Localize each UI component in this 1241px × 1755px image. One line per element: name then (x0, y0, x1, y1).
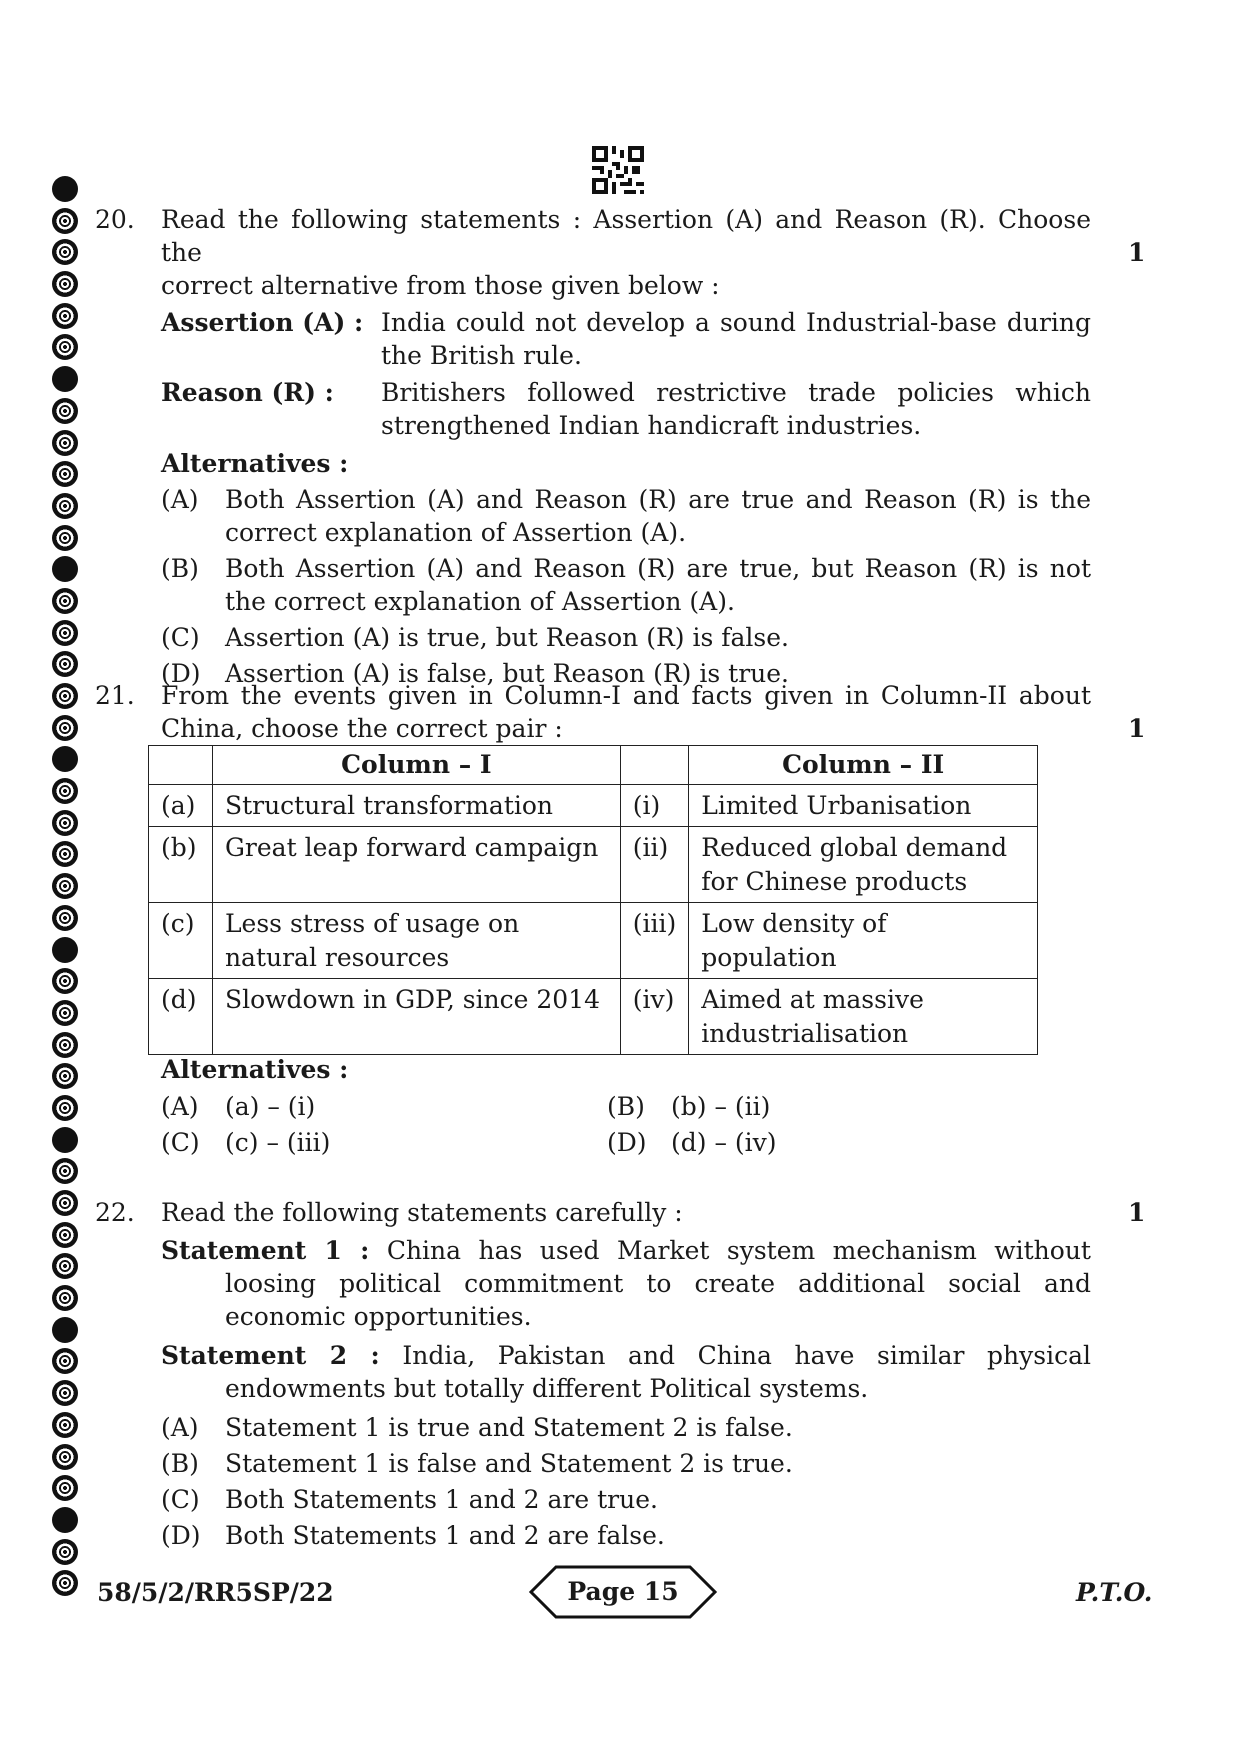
margin-ring-icon (52, 1190, 78, 1216)
statement-1-text: China has used Market system mechanism without loosing political commitment to create additional social and economic opportunities. (225, 1236, 1091, 1331)
option-label: (D) (161, 659, 201, 688)
margin-ring-icon (52, 1063, 78, 1089)
margin-ring-icon (52, 1095, 78, 1121)
table-row (149, 827, 1038, 903)
column-2-cell: Low density of population (689, 903, 1038, 979)
row-label: (ii) (620, 827, 689, 903)
option-label: (B) (607, 1092, 645, 1121)
margin-ring-icon (52, 1000, 78, 1026)
question-number: 22. (95, 1198, 135, 1227)
reason-row (161, 376, 1091, 442)
table-header-blank (620, 746, 689, 785)
column-1-cell: Less stress of usage on natural resources (212, 903, 620, 979)
question-21-alternatives (161, 1053, 1091, 1159)
alternatives-heading: Alternatives : (161, 449, 349, 478)
margin-ring-icon (52, 1539, 78, 1565)
margin-ring-icon (52, 556, 78, 582)
column-1-cell: Structural transformation (212, 785, 620, 827)
margin-ring-icon (52, 1570, 78, 1596)
option-a[interactable] (161, 1090, 607, 1123)
option-text: Statement 1 is false and Statement 2 is true. (225, 1449, 793, 1478)
alternatives-grid (161, 1090, 1091, 1159)
marks-q22: 1 (1128, 1198, 1146, 1227)
option-text: Both Assertion (A) and Reason (R) are true, but Reason (R) is not the correct explanation of Assertion (A). (225, 554, 1091, 616)
reason-label: Reason (R) : (161, 378, 334, 407)
row-label: (iii) (620, 903, 689, 979)
margin-ring-icon (52, 1444, 78, 1470)
margin-ring-icon (52, 271, 78, 297)
option-text: (d) – (iv) (671, 1128, 777, 1157)
statement-2-label: Statement 2 : (161, 1341, 380, 1370)
margin-ring-icon (52, 1158, 78, 1184)
margin-ring-icon (52, 1317, 78, 1343)
option-label: (D) (607, 1128, 647, 1157)
margin-ring-icon (52, 430, 78, 456)
row-label: (c) (149, 903, 213, 979)
option-c[interactable] (161, 1483, 1091, 1516)
margin-ring-icon (52, 1032, 78, 1058)
question-number: 20. (95, 205, 135, 234)
option-label: (C) (161, 1485, 200, 1514)
option-b[interactable] (607, 1090, 1007, 1123)
page-number: Page 15 (567, 1577, 679, 1606)
option-label: (A) (161, 1413, 199, 1442)
column-2-header: Column – II (689, 746, 1038, 785)
margin-ring-icon (52, 1222, 78, 1248)
margin-ring-icon (52, 176, 78, 202)
table-header-blank (149, 746, 213, 785)
row-label: (iv) (620, 979, 689, 1055)
option-text: (b) – (ii) (671, 1092, 771, 1121)
option-text: Both Assertion (A) and Reason (R) are true and Reason (R) is the correct explanation of Assertion (A). (225, 485, 1091, 547)
page-number-badge (528, 1564, 718, 1620)
question-stem: Read the following statements carefully : (161, 1198, 683, 1227)
row-label: (b) (149, 827, 213, 903)
question-stem-line-1: Read the following statements : Assertion (A) and Reason (R). Choose the (161, 205, 1091, 267)
column-1-header: Column – I (212, 746, 620, 785)
margin-ring-icon (52, 1475, 78, 1501)
assertion-row (161, 306, 1091, 372)
option-b[interactable] (161, 1447, 1091, 1480)
question-21 (95, 679, 1091, 745)
margin-ring-icon (52, 461, 78, 487)
margin-ring-icon (52, 620, 78, 646)
margin-ring-icon (52, 366, 78, 392)
margin-ring-icon (52, 334, 78, 360)
option-d[interactable] (161, 1519, 1091, 1552)
margin-ring-icon (52, 239, 78, 265)
margin-ring-icon (52, 873, 78, 899)
column-1-cell: Great leap forward campaign (212, 827, 620, 903)
question-22 (95, 1196, 1091, 1552)
margin-ring-icon (52, 1412, 78, 1438)
margin-ring-icon (52, 651, 78, 677)
option-text: (a) – (i) (225, 1092, 316, 1121)
option-label: (C) (161, 1128, 200, 1157)
option-label: (B) (161, 1449, 199, 1478)
margin-ring-icon (52, 1253, 78, 1279)
margin-ring-icon (52, 746, 78, 772)
paper-code: 58/5/2/RR5SP/22 (97, 1578, 334, 1607)
pto-label: P.T.O. (1076, 1578, 1153, 1607)
margin-ring-icon (52, 1507, 78, 1533)
row-label: (d) (149, 979, 213, 1055)
margin-ring-icon (52, 778, 78, 804)
row-label: (i) (620, 785, 689, 827)
margin-ring-icon (52, 208, 78, 234)
question-number: 21. (95, 681, 135, 710)
margin-ring-icon (52, 1285, 78, 1311)
question-stem-line-2: correct alternative from those given below : (161, 271, 720, 300)
margin-ring-icon (52, 715, 78, 741)
statement-2 (161, 1339, 1091, 1405)
statement-2-text: India, Pakistan and China have similar physical endowments but totally different Political systems. (225, 1341, 1091, 1403)
question-20 (95, 203, 1091, 690)
option-label: (C) (161, 623, 200, 652)
margin-ring-icon (52, 905, 78, 931)
option-a[interactable] (161, 1411, 1091, 1444)
option-label: (B) (161, 554, 199, 583)
option-c[interactable] (161, 621, 1091, 654)
alternatives-heading: Alternatives : (161, 1055, 349, 1084)
option-d[interactable] (607, 1126, 1007, 1159)
margin-ring-icon (52, 1127, 78, 1153)
option-text: Both Statements 1 and 2 are true. (225, 1485, 658, 1514)
margin-ring-icon (52, 303, 78, 329)
option-text: Both Statements 1 and 2 are false. (225, 1521, 665, 1550)
margin-ring-icon (52, 1348, 78, 1374)
option-c[interactable] (161, 1126, 607, 1159)
margin-ring-icon (52, 810, 78, 836)
table-row (149, 979, 1038, 1055)
option-label: (A) (161, 1092, 199, 1121)
margin-ring-icon (52, 493, 78, 519)
margin-ring-icon (52, 683, 78, 709)
column-2-cell: Reduced global demand for Chinese products (689, 827, 1038, 903)
margin-ring-icon (52, 841, 78, 867)
option-text: Assertion (A) is false, but Reason (R) is true. (225, 659, 789, 688)
question-stem-line-2: China, choose the correct pair : (161, 714, 563, 743)
margin-ring-pattern (50, 176, 80, 1602)
margin-ring-icon (52, 1380, 78, 1406)
column-2-cell: Limited Urbanisation (689, 785, 1038, 827)
row-label: (a) (149, 785, 213, 827)
option-label: (D) (161, 1521, 201, 1550)
option-text: Assertion (A) is true, but Reason (R) is false. (225, 623, 789, 652)
option-text: Statement 1 is true and Statement 2 is false. (225, 1413, 793, 1442)
option-text: (c) – (iii) (225, 1128, 331, 1157)
question-stem-line-1: From the events given in Column-I and facts given in Column-II about (161, 681, 1091, 710)
reason-text: Britishers followed restrictive trade policies which strengthened Indian handicraft industries. (381, 378, 1091, 440)
option-a[interactable] (161, 483, 1091, 549)
option-label: (A) (161, 485, 199, 514)
option-b[interactable] (161, 552, 1091, 618)
assertion-text: India could not develop a sound Industrial-base during the British rule. (381, 308, 1091, 370)
match-table (148, 745, 1038, 1055)
qr-code-icon (592, 145, 644, 195)
column-2-cell: Aimed at massive industrialisation (689, 979, 1038, 1055)
margin-ring-icon (52, 588, 78, 614)
table-header-row (149, 746, 1038, 785)
margin-ring-icon (52, 968, 78, 994)
table-row (149, 785, 1038, 827)
assertion-label: Assertion (A) : (161, 308, 364, 337)
marks-q21: 1 (1128, 714, 1146, 743)
marks-q20: 1 (1128, 238, 1146, 267)
margin-ring-icon (52, 937, 78, 963)
margin-ring-icon (52, 398, 78, 424)
table-row (149, 903, 1038, 979)
statement-1 (161, 1234, 1091, 1333)
statement-1-label: Statement 1 : (161, 1236, 370, 1265)
column-1-cell: Slowdown in GDP, since 2014 (212, 979, 620, 1055)
margin-ring-icon (52, 525, 78, 551)
